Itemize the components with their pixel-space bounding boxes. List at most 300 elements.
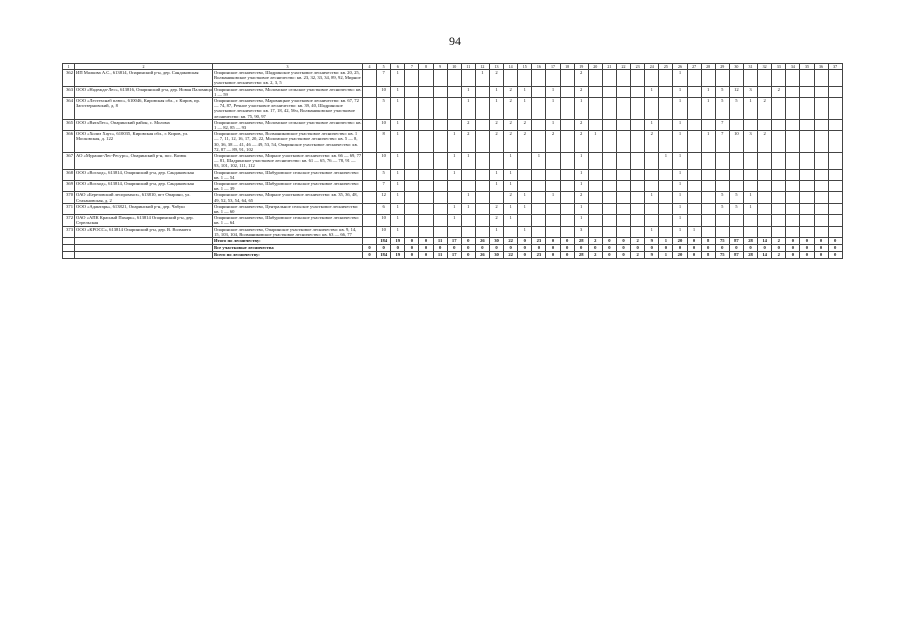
value-cell bbox=[588, 203, 602, 214]
value-cell: 1 bbox=[574, 153, 588, 170]
value-cell: 5 bbox=[377, 98, 391, 120]
tenant-cell: АО «Мураши-Лес-Ресурс», Опаринский р-н, пос. Вазюк bbox=[75, 153, 213, 170]
value-cell: 2 bbox=[574, 70, 588, 87]
value-cell bbox=[419, 181, 433, 192]
value-cell: 1 bbox=[504, 153, 518, 170]
value-cell bbox=[363, 203, 377, 214]
value-cell bbox=[560, 203, 574, 214]
value-cell: 7 bbox=[377, 70, 391, 87]
value-cell bbox=[560, 215, 574, 226]
value-cell bbox=[701, 70, 715, 87]
value-cell bbox=[758, 203, 772, 214]
total-value: 9 bbox=[645, 238, 659, 245]
total-value: 28 bbox=[743, 252, 757, 259]
value-cell bbox=[433, 131, 447, 153]
value-cell bbox=[489, 192, 503, 203]
value-cell bbox=[786, 226, 800, 237]
value-cell: 1 bbox=[461, 192, 475, 203]
table-row bbox=[63, 181, 843, 192]
total-value: 2 bbox=[631, 238, 645, 245]
total-value: 0 bbox=[546, 238, 560, 245]
value-cell: 12 bbox=[377, 192, 391, 203]
value-cell bbox=[659, 181, 673, 192]
value-cell: 1 bbox=[504, 203, 518, 214]
value-cell bbox=[772, 70, 786, 87]
value-cell bbox=[588, 215, 602, 226]
total-value: 8 bbox=[701, 238, 715, 245]
value-cell bbox=[772, 119, 786, 130]
value-cell bbox=[560, 181, 574, 192]
value-cell: 1 bbox=[743, 203, 757, 214]
tenant-cell: ООО «Восход», 613814, Опаринский р-н, дер. Сандаковская bbox=[75, 181, 213, 192]
value-cell bbox=[814, 226, 828, 237]
value-cell: 8 bbox=[377, 131, 391, 153]
value-cell bbox=[560, 226, 574, 237]
total-value: 0 bbox=[518, 238, 532, 245]
value-cell bbox=[447, 70, 461, 87]
value-cell bbox=[461, 215, 475, 226]
column-number: 29 bbox=[715, 64, 729, 70]
total-value: 0 bbox=[701, 245, 715, 252]
value-cell bbox=[828, 181, 842, 192]
value-cell bbox=[616, 119, 630, 130]
value-cell bbox=[772, 181, 786, 192]
value-cell bbox=[433, 98, 447, 120]
total-value: 22 bbox=[504, 238, 518, 245]
value-cell: 1 bbox=[489, 226, 503, 237]
value-cell bbox=[532, 70, 546, 87]
value-cell bbox=[363, 169, 377, 180]
column-number: 25 bbox=[659, 64, 673, 70]
total-value: 2 bbox=[588, 238, 602, 245]
column-number: 24 bbox=[645, 64, 659, 70]
column-number: 34 bbox=[786, 64, 800, 70]
value-cell bbox=[419, 153, 433, 170]
total-value: 0 bbox=[560, 252, 574, 259]
value-cell bbox=[814, 153, 828, 170]
value-cell: 1 bbox=[673, 203, 687, 214]
total-value: 0 bbox=[645, 245, 659, 252]
value-cell bbox=[405, 192, 419, 203]
value-cell bbox=[363, 119, 377, 130]
value-cell bbox=[701, 181, 715, 192]
value-cell bbox=[800, 203, 814, 214]
value-cell bbox=[659, 215, 673, 226]
value-cell bbox=[518, 153, 532, 170]
total-value: 0 bbox=[363, 245, 377, 252]
total-value: 19 bbox=[391, 252, 405, 259]
value-cell: 1 bbox=[447, 131, 461, 153]
total-value: 0 bbox=[532, 245, 546, 252]
empty-cell bbox=[63, 245, 75, 252]
value-cell: 6 bbox=[377, 203, 391, 214]
empty-cell bbox=[63, 252, 75, 259]
value-cell: 1 bbox=[518, 86, 532, 97]
totals-label: Всего по лесничеству: bbox=[213, 252, 363, 259]
empty-cell bbox=[75, 238, 213, 245]
value-cell bbox=[814, 192, 828, 203]
total-value: 0 bbox=[800, 245, 814, 252]
value-cell bbox=[419, 131, 433, 153]
total-value: 23 bbox=[532, 252, 546, 259]
value-cell bbox=[433, 192, 447, 203]
total-value: 11 bbox=[433, 238, 447, 245]
column-number: 14 bbox=[504, 64, 518, 70]
column-number: 28 bbox=[701, 64, 715, 70]
value-cell bbox=[814, 98, 828, 120]
value-cell bbox=[631, 119, 645, 130]
column-number: 11 bbox=[461, 64, 475, 70]
value-cell bbox=[447, 98, 461, 120]
value-cell bbox=[631, 181, 645, 192]
value-cell bbox=[631, 192, 645, 203]
value-cell bbox=[631, 98, 645, 120]
value-cell bbox=[701, 192, 715, 203]
value-cell bbox=[715, 153, 729, 170]
value-cell: 1 bbox=[391, 192, 405, 203]
column-number: 32 bbox=[758, 64, 772, 70]
column-number: 9 bbox=[433, 64, 447, 70]
column-number: 12 bbox=[475, 64, 489, 70]
value-cell bbox=[800, 70, 814, 87]
total-value: 87 bbox=[729, 252, 743, 259]
value-cell: 1 bbox=[673, 119, 687, 130]
value-cell bbox=[475, 192, 489, 203]
value-cell bbox=[828, 86, 842, 97]
total-value: 0 bbox=[814, 238, 828, 245]
row-number: 364 bbox=[63, 98, 75, 120]
value-cell bbox=[729, 153, 743, 170]
total-value: 0 bbox=[475, 245, 489, 252]
value-cell bbox=[602, 70, 616, 87]
total-value: 0 bbox=[673, 245, 687, 252]
value-cell: 2 bbox=[574, 86, 588, 97]
value-cell bbox=[546, 70, 560, 87]
column-number: 26 bbox=[673, 64, 687, 70]
total-value: 0 bbox=[659, 245, 673, 252]
total-value: 26 bbox=[475, 252, 489, 259]
value-cell: 1 bbox=[504, 215, 518, 226]
value-cell: 2 bbox=[504, 119, 518, 130]
value-cell: 2 bbox=[574, 131, 588, 153]
value-cell bbox=[772, 215, 786, 226]
value-cell: 2 bbox=[772, 86, 786, 97]
value-cell bbox=[532, 86, 546, 97]
value-cell: 1 bbox=[447, 153, 461, 170]
total-value: 0 bbox=[588, 245, 602, 252]
value-cell bbox=[616, 98, 630, 120]
value-cell bbox=[800, 131, 814, 153]
value-cell bbox=[405, 119, 419, 130]
total-value: 0 bbox=[574, 245, 588, 252]
value-cell bbox=[588, 70, 602, 87]
value-cell: 2 bbox=[461, 131, 475, 153]
value-cell bbox=[743, 119, 757, 130]
total-value: 0 bbox=[602, 238, 616, 245]
tenant-cell: ООО «Лестехснаб плюс», 610046, Кировская обл., г. Киров, пр. Заготзерновский, д. 8 bbox=[75, 98, 213, 120]
value-cell bbox=[645, 181, 659, 192]
value-cell bbox=[447, 181, 461, 192]
value-cell bbox=[758, 226, 772, 237]
value-cell bbox=[447, 226, 461, 237]
value-cell: 1 bbox=[391, 153, 405, 170]
value-cell bbox=[433, 226, 447, 237]
value-cell bbox=[433, 86, 447, 97]
value-cell bbox=[419, 203, 433, 214]
location-cell: Опаринское лесничество, Маромицкое участковое лесничество: кв. 67, 72 — 74, 87, Речное участковое лесничество: кв. 39, 40, Шадринское участковое лесничество: кв. 17, 18, 42, 56ч, Волманиковское участковое лесничество: кв. 75, 90, 97 bbox=[213, 98, 363, 120]
value-cell: 1 bbox=[645, 86, 659, 97]
total-value: 0 bbox=[560, 245, 574, 252]
value-cell bbox=[729, 181, 743, 192]
value-cell: 1 bbox=[574, 181, 588, 192]
total-value: 0 bbox=[729, 245, 743, 252]
value-cell bbox=[800, 119, 814, 130]
total-value: 8 bbox=[701, 252, 715, 259]
value-cell bbox=[461, 181, 475, 192]
value-cell bbox=[616, 70, 630, 87]
value-cell bbox=[729, 119, 743, 130]
value-cell bbox=[419, 86, 433, 97]
value-cell bbox=[631, 131, 645, 153]
value-cell bbox=[659, 226, 673, 237]
forest-lease-table bbox=[62, 63, 843, 259]
value-cell bbox=[588, 119, 602, 130]
value-cell: 2 bbox=[574, 119, 588, 130]
value-cell bbox=[772, 131, 786, 153]
total-value: 22 bbox=[504, 252, 518, 259]
value-cell: 1 bbox=[461, 98, 475, 120]
value-cell bbox=[602, 153, 616, 170]
value-cell bbox=[616, 203, 630, 214]
value-cell bbox=[729, 215, 743, 226]
value-cell bbox=[786, 119, 800, 130]
value-cell bbox=[588, 169, 602, 180]
total-value: 17 bbox=[447, 238, 461, 245]
value-cell bbox=[560, 98, 574, 120]
total-value: 30 bbox=[489, 252, 503, 259]
value-cell bbox=[631, 86, 645, 97]
total-value: 0 bbox=[602, 245, 616, 252]
location-cell: Опаринское лесничество, Шадринское участковое лесничество: кв. 20, 25, Волманиковское участковое лесничество: кв. 23, 32, 33, 34, 89, 92, Мирное участковое лесничество: кв. 2, 3, 5 bbox=[214, 70, 361, 86]
value-cell bbox=[758, 169, 772, 180]
value-cell: 1 bbox=[673, 70, 687, 87]
value-cell: 2 bbox=[504, 131, 518, 153]
value-cell bbox=[659, 169, 673, 180]
totals-row bbox=[63, 238, 843, 245]
value-cell bbox=[786, 70, 800, 87]
value-cell bbox=[631, 169, 645, 180]
value-cell: 5 bbox=[729, 98, 743, 120]
value-cell bbox=[814, 131, 828, 153]
location-cell: Опаринское лесничество, Опаринское участковое лесничество: кв. 9, 14, 15, 103, 104, Волманиковское участковое лесничество: кв. 63 — 66, 77 bbox=[213, 226, 363, 237]
value-cell: 1 bbox=[659, 153, 673, 170]
value-cell: 1 bbox=[673, 226, 687, 237]
value-cell: 12 bbox=[729, 86, 743, 97]
value-cell bbox=[659, 119, 673, 130]
total-value: 28 bbox=[574, 238, 588, 245]
value-cell bbox=[729, 70, 743, 87]
value-cell bbox=[419, 70, 433, 87]
table-row bbox=[63, 131, 843, 153]
value-cell bbox=[560, 169, 574, 180]
value-cell: 7 bbox=[715, 119, 729, 130]
value-cell bbox=[405, 86, 419, 97]
value-cell: 10 bbox=[377, 86, 391, 97]
value-cell bbox=[461, 70, 475, 87]
value-cell: 1 bbox=[574, 215, 588, 226]
value-cell bbox=[800, 181, 814, 192]
value-cell bbox=[363, 131, 377, 153]
value-cell bbox=[447, 86, 461, 97]
total-value: 0 bbox=[715, 245, 729, 252]
total-value: 0 bbox=[518, 245, 532, 252]
total-value: 2 bbox=[631, 252, 645, 259]
column-number: 10 bbox=[447, 64, 461, 70]
table-row bbox=[63, 119, 843, 130]
column-number: 30 bbox=[729, 64, 743, 70]
value-cell bbox=[758, 192, 772, 203]
value-cell: 1 bbox=[687, 226, 701, 237]
value-cell bbox=[758, 70, 772, 87]
value-cell bbox=[616, 169, 630, 180]
total-value: 0 bbox=[758, 245, 772, 252]
value-cell: 1 bbox=[447, 169, 461, 180]
value-cell bbox=[419, 98, 433, 120]
value-cell bbox=[814, 215, 828, 226]
value-cell bbox=[588, 98, 602, 120]
location-cell: Опаринское лесничество, Шабуровское сельское участковое лесничество: кв. 1 — 39 bbox=[213, 181, 363, 192]
value-cell: 1 bbox=[391, 203, 405, 214]
column-number: 36 bbox=[814, 64, 828, 70]
total-value: 19 bbox=[391, 238, 405, 245]
column-number: 20 bbox=[588, 64, 602, 70]
value-cell: 10 bbox=[729, 131, 743, 153]
total-value: 184 bbox=[377, 252, 391, 259]
value-cell: 2 bbox=[758, 98, 772, 120]
total-value: 184 bbox=[377, 238, 391, 245]
value-cell bbox=[814, 203, 828, 214]
value-cell bbox=[475, 226, 489, 237]
value-cell bbox=[814, 169, 828, 180]
total-value: 0 bbox=[828, 245, 842, 252]
value-cell bbox=[363, 192, 377, 203]
value-cell bbox=[419, 169, 433, 180]
tenant-cell: ООО «Холиз Хаус», 610035, Кировская обл., г. Киров, ул. Московская, д. 122 bbox=[75, 131, 213, 153]
value-cell bbox=[588, 86, 602, 97]
value-cell bbox=[828, 226, 842, 237]
value-cell: 10 bbox=[377, 119, 391, 130]
value-cell bbox=[814, 70, 828, 87]
total-value: 0 bbox=[419, 245, 433, 252]
value-cell bbox=[772, 226, 786, 237]
value-cell bbox=[560, 119, 574, 130]
value-cell: 10 bbox=[377, 153, 391, 170]
column-number: 23 bbox=[631, 64, 645, 70]
tenant-cell: ОАО «Березовский леспромхоз», 613810, пгт Опарино, ул. Стахановская, д. 2 bbox=[75, 192, 213, 203]
value-cell: 2 bbox=[504, 192, 518, 203]
value-cell bbox=[546, 203, 560, 214]
value-cell bbox=[645, 203, 659, 214]
value-cell bbox=[828, 70, 842, 87]
value-cell bbox=[504, 70, 518, 87]
value-cell bbox=[800, 215, 814, 226]
value-cell bbox=[772, 98, 786, 120]
value-cell bbox=[532, 226, 546, 237]
totals-label: Все участковые лесничества bbox=[213, 245, 363, 252]
value-cell bbox=[433, 70, 447, 87]
value-cell bbox=[631, 215, 645, 226]
value-cell bbox=[631, 226, 645, 237]
value-cell bbox=[786, 181, 800, 192]
total-value: 0 bbox=[461, 238, 475, 245]
tenant-cell: ООО «КРОСС», 613814 Опаринский р-н, дер. В. Волмаега bbox=[75, 226, 213, 237]
total-value: 0 bbox=[489, 245, 503, 252]
value-cell bbox=[475, 203, 489, 214]
value-cell bbox=[631, 70, 645, 87]
location-cell: Опаринское лесничество, Моломское сельское участковое лесничество: кв. 1 — 59 bbox=[214, 86, 362, 97]
tenant-cell: ООО «ВятаЛес», Опаринский район, с. Молома bbox=[75, 119, 213, 130]
value-cell bbox=[800, 153, 814, 170]
value-cell bbox=[687, 86, 701, 97]
tenant-cell: ООО «Надежда-Лес», 613816, Опаринский р-н, дер. Новая Паломица bbox=[75, 86, 213, 97]
table-row bbox=[63, 153, 843, 170]
location-cell: Опаринское лесничество, Шабуровское сельское участковое лесничество: кв. 1 — 64 bbox=[213, 215, 363, 226]
value-cell bbox=[616, 181, 630, 192]
value-cell bbox=[546, 226, 560, 237]
total-value: 0 bbox=[800, 252, 814, 259]
total-value: 75 bbox=[715, 238, 729, 245]
value-cell bbox=[405, 169, 419, 180]
total-value: 30 bbox=[489, 238, 503, 245]
value-cell: 7 bbox=[715, 131, 729, 153]
table-row bbox=[63, 86, 843, 97]
value-cell bbox=[532, 203, 546, 214]
column-number: 22 bbox=[616, 64, 630, 70]
total-value: 14 bbox=[758, 238, 772, 245]
totals-row bbox=[63, 252, 843, 259]
total-value: 0 bbox=[800, 238, 814, 245]
value-cell: 1 bbox=[391, 98, 405, 120]
row-number: 365 bbox=[63, 119, 75, 130]
value-cell bbox=[588, 181, 602, 192]
row-number: 372 bbox=[63, 215, 75, 226]
column-number: 13 bbox=[489, 64, 503, 70]
value-cell bbox=[743, 215, 757, 226]
value-cell bbox=[546, 169, 560, 180]
total-value: 0 bbox=[616, 245, 630, 252]
location-cell: Опаринское лесничество, Мирное участковое лесничество: кв. 35, 36, 48, 49, 52, 53, 54, 64, 65 bbox=[213, 192, 363, 203]
value-cell: 1 bbox=[673, 215, 687, 226]
value-cell bbox=[602, 192, 616, 203]
value-cell bbox=[532, 192, 546, 203]
column-number: 37 bbox=[828, 64, 842, 70]
total-value: 0 bbox=[616, 238, 630, 245]
value-cell: 2 bbox=[518, 131, 532, 153]
value-cell bbox=[363, 86, 377, 97]
value-cell bbox=[701, 215, 715, 226]
value-cell: 3 bbox=[574, 226, 588, 237]
value-cell bbox=[772, 153, 786, 170]
total-value: 2 bbox=[772, 252, 786, 259]
column-number: 19 bbox=[574, 64, 588, 70]
value-cell: 5 bbox=[377, 169, 391, 180]
value-cell bbox=[715, 215, 729, 226]
value-cell bbox=[786, 215, 800, 226]
value-cell bbox=[814, 181, 828, 192]
value-cell: 2 bbox=[574, 192, 588, 203]
total-value: 11 bbox=[433, 252, 447, 259]
value-cell: 1 bbox=[673, 181, 687, 192]
